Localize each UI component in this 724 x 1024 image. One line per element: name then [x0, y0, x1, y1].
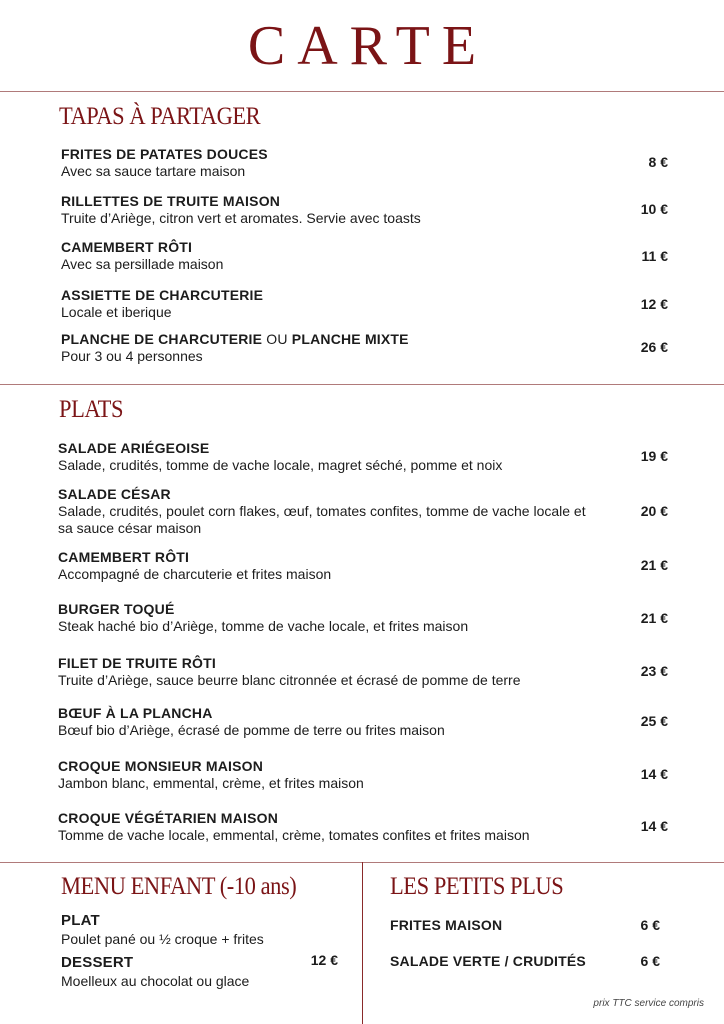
item-description: Steak haché bio d’Ariège, tomme de vache locale, et frites maison [58, 618, 469, 634]
item-name: CAMEMBERT RÔTI [61, 239, 193, 255]
item-name: SALADE CÉSAR [58, 486, 171, 502]
item-description: Pour 3 ou 4 personnes [61, 348, 203, 364]
enfant-plat-desc: Poulet pané ou ½ croque + frites [61, 931, 264, 947]
enfant-dessert-desc: Moelleux au chocolat ou glace [61, 973, 250, 989]
item-description: Tomme de vache locale, emmental, crème, tomates confites et frites maison [58, 827, 530, 843]
enfant-plat-label: PLAT [61, 912, 100, 929]
item-description: Jambon blanc, emmental, crème, et frites maison [58, 775, 364, 791]
item-price: 21 € [640, 557, 668, 573]
petits-item-price: 6 € [640, 917, 660, 933]
item-name [61, 331, 409, 347]
divider [0, 384, 724, 385]
item-description: Salade, crudités, poulet corn flakes, œuf, tomates confites, tomme de vache locale et sa sauce césar maison [58, 503, 586, 536]
item-name: FILET DE TRUITE RÔTI [58, 655, 216, 671]
item-price: 14 € [640, 766, 668, 782]
item-name: SALADE ARIÉGEOISE [58, 440, 210, 456]
item-description: Bœuf bio d’Ariège, écrasé de pomme de terre ou frites maison [58, 722, 445, 738]
item-name: CROQUE VÉGÉTARIEN MAISON [58, 810, 279, 826]
item-price: 21 € [640, 610, 668, 626]
item-description: Avec sa sauce tartare maison [61, 163, 246, 179]
section-heading-tapas: TAPAS À PARTAGER [59, 103, 261, 130]
item-name-part: PLANCHE DE CHARCUTERIE [61, 331, 263, 347]
item-price: 10 € [640, 201, 668, 217]
petits-item-name: SALADE VERTE / CRUDITÉS [390, 953, 586, 969]
enfant-dessert-label: DESSERT [61, 954, 134, 971]
section-heading-petits-plus: LES PETITS PLUS [390, 873, 564, 900]
item-name: CROQUE MONSIEUR MAISON [58, 758, 264, 774]
item-name-part: PLANCHE MIXTE [291, 331, 409, 347]
item-price: 12 € [640, 296, 668, 312]
item-price: 23 € [640, 663, 668, 679]
item-name: FRITES DE PATATES DOUCES [61, 146, 268, 162]
item-description: Accompagné de charcuterie et frites maison [58, 566, 332, 582]
item-price: 20 € [640, 503, 668, 519]
item-description: Truite d’Ariège, citron vert et aromates. Servie avec toasts [61, 210, 421, 226]
item-name: CAMEMBERT RÔTI [58, 549, 190, 565]
item-price: 26 € [640, 339, 668, 355]
item-name: BURGER TOQUÉ [58, 601, 175, 617]
section-heading-enfant: MENU ENFANT (-10 ans) [61, 873, 297, 900]
item-description: Truite d’Ariège, sauce beurre blanc citronnée et écrasé de pomme de terre [58, 672, 521, 688]
item-name: ASSIETTE DE CHARCUTERIE [61, 287, 264, 303]
item-price: 8 € [648, 154, 668, 170]
section-heading-plats: PLATS [59, 396, 124, 423]
item-description: Avec sa persillade maison [61, 256, 224, 272]
vertical-divider [362, 862, 363, 1024]
item-name: RILLETTES DE TRUITE MAISON [61, 193, 281, 209]
petits-item-name: FRITES MAISON [390, 917, 503, 933]
item-description: Locale et iberique [61, 304, 172, 320]
page-title: CARTE [247, 15, 489, 77]
item-price: 19 € [640, 448, 668, 464]
item-name: BŒUF À LA PLANCHA [58, 705, 213, 721]
item-price: 11 € [641, 248, 668, 264]
item-price: 14 € [640, 818, 668, 834]
divider [0, 91, 724, 92]
item-description: Salade, crudités, tomme de vache locale, magret séché, pomme et noix [58, 457, 503, 473]
item-name-or: OU [262, 331, 292, 347]
price-note: prix TTC service compris [593, 998, 704, 1009]
enfant-price: 12 € [310, 952, 338, 968]
item-price: 25 € [640, 713, 668, 729]
petits-item-price: 6 € [640, 953, 660, 969]
